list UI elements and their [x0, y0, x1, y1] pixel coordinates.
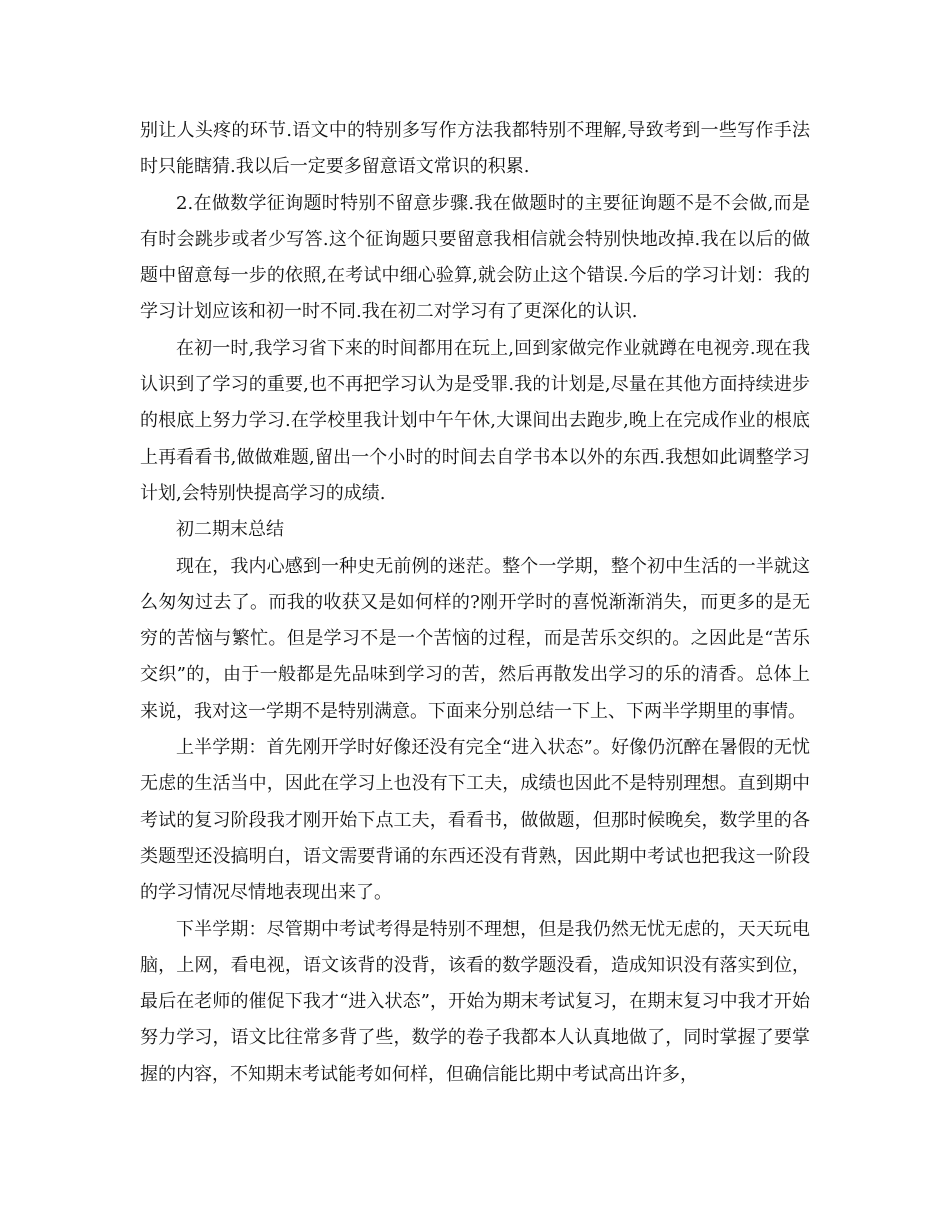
section-heading: 初二期末总结 [176, 519, 284, 541]
paragraph-continuation: 别让人头疼的环节.语文中的特别多写作方法我都特别不理解,导致考到一些写作手法时只能瞎猜.我以后一定要多留意语文常识的积累. [140, 120, 810, 178]
paragraph-study-plan: 在初一时,我学习省下来的时间都用在玩上,回到家做完作业就蹲在电视旁.现在我认识到了学习的重要,也不再把学习认为是受罪.我的计划是,尽量在其他方面持续进步的根底上努力学习.在学校里我计划中午午休,大课间出去跑步,晚上在完成作业的根底上再看看书,做做难题,留出一个小时的时间去自学书本以外的东西.我想如此调整学习计划,会特别快提高学习的成绩. [140, 337, 810, 504]
paragraph-second-half-semester: 下半学期：尽管期中考试考得是特别不理想，但是我仍然无忧无虑的，天天玩电脑，上网，看电视，语文该背的没背，该看的数学题没看，造成知识没有落实到位，最后在老师的催促下我才“进入状态”，开始为期末考试复习，在期末复习中我才开始努力学习，语文比往常多背了些，数学的卷子我都本人认真地做了，同时掌握了要掌握的内容，不知期末考试能考如何样，但确信能比期中考试高出许多， [140, 918, 810, 1085]
document-page [140, 113, 810, 1093]
paragraph-introduction: 现在，我内心感到一种史无前例的迷茫。整个一学期，整个初中生活的一半就这么匆匆过去了。而我的收获又是如何样的?刚开学时的喜悦渐渐消失，而更多的是无穷的苦恼与繁忙。但是学习不是一个苦恼的过程，而是苦乐交织的。之因此是“苦乐交织”的，由于一般都是先品味到学习的苦，然后再散发出学习的乐的清香。总体上来说，我对这一学期不是特别满意。下面来分别总结一下上、下两半学期里的事情。 [140, 555, 810, 722]
paragraph-first-half-semester: 上半学期：首先刚开学时好像还没有完全“进入状态”。好像仍沉醉在暑假的无忧无虑的生活当中，因此在学习上也没有下工夫，成绩也因此不是特别理想。直到期中考试的复习阶段我才刚开始下点工夫，看看书，做做题，但那时候晚矣，数学里的各类题型还没搞明白，语文需要背诵的东西还没有背熟，因此期中考试也把我这一阶段的学习情况尽情地表现出来了。 [140, 737, 810, 904]
paragraph-math-problems: 2.在做数学征询题时特别不留意步骤.我在做题时的主要征询题不是不会做,而是有时会跳步或者少写答.这个征询题只要留意我相信就会特别快地改掉.我在以后的做题中留意每一步的依照,在考试中细心验算,就会防止这个错误.今后的学习计划：我的学习计划应该和初一时不同.我在初二对学习有了更深化的认识. [140, 192, 810, 323]
